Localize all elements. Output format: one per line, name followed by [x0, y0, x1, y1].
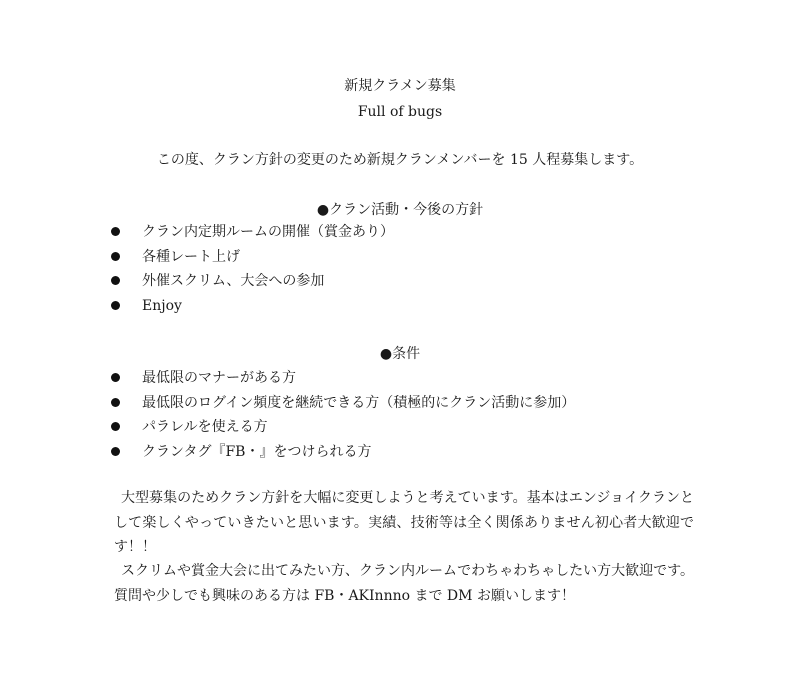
list-item-text: 各種レート上げ	[142, 248, 240, 265]
list-item-text: 最低限のマナーがある方	[142, 370, 296, 386]
list-item-text: クラン内定期ルームの開催（賞金あり）	[142, 224, 394, 240]
body-paragraph: 大型募集のためクラン方針を大幅に変更しようと考えています。基本はエンジョイクランとして楽しくやっていきたいと思います。実績、技術等は全く関係ありません初心者大歓迎です！！	[114, 490, 694, 555]
section-heading-conditions: ●条件	[379, 346, 421, 362]
bullet-icon	[111, 447, 120, 456]
document-subtitle: Full of bugs	[357, 104, 443, 120]
body-paragraph: スクリムや賞金大会に出てみたい方、クラン内ルームでわちゃわちゃしたい方大歓迎です。質問や少しでも興味のある方は FB・AKInnno まで DM お願いします！	[114, 563, 694, 604]
list-item-text: Enjoy	[142, 297, 182, 314]
document-title: 新規クラメン募集	[344, 78, 456, 94]
bullet-icon	[111, 252, 120, 261]
section-heading-policy: ●クラン活動・今後の方針	[316, 202, 484, 218]
bullet-icon	[111, 422, 120, 431]
bullet-icon	[111, 301, 120, 310]
list-item-text: 外催スクリム、大会への参加	[142, 273, 325, 289]
list-item-text: クランタグ『FB・』をつけられる方	[142, 443, 372, 460]
intro-text: この度、クラン方針の変更のため新規クランメンバーを 15 人程募集します。	[156, 152, 644, 168]
list-item-text: パラレルを使える方	[142, 419, 268, 435]
bullet-icon	[111, 398, 120, 407]
bullet-icon	[111, 373, 120, 382]
bullet-icon	[111, 276, 120, 285]
list-item-text: 最低限のログイン頻度を継続できる方（積極的にクラン活動に参加）	[142, 394, 576, 411]
bullet-icon	[111, 227, 120, 236]
